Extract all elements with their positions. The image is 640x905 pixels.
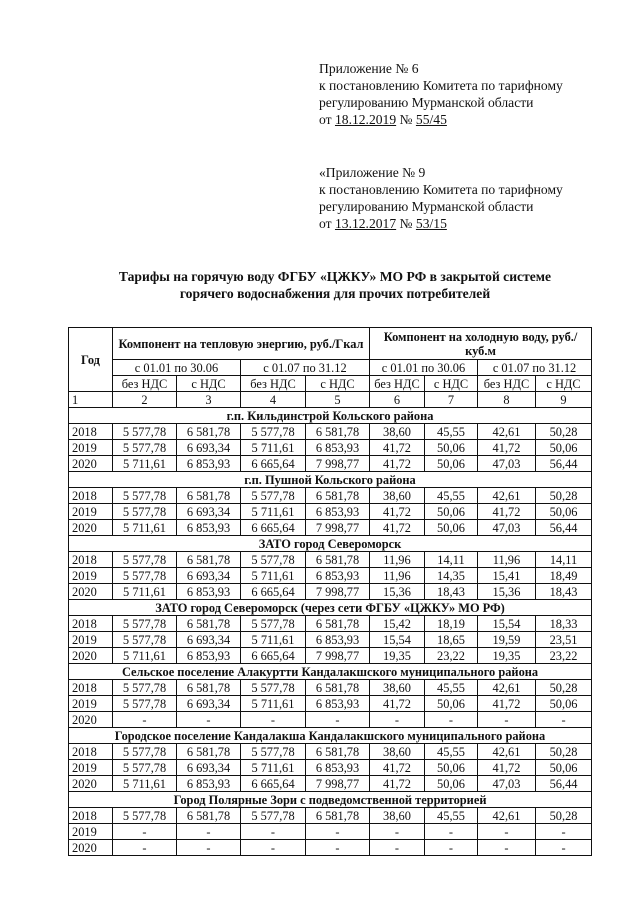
- tariff-cell: 50,06: [536, 760, 592, 776]
- tariff-cell: -: [425, 840, 478, 856]
- number-prefix: №: [396, 112, 416, 127]
- tariff-cell: 6 853,93: [177, 456, 241, 472]
- tariff-cell: 38,60: [370, 744, 425, 760]
- section-title: ЗАТО город Североморск: [69, 536, 592, 552]
- tariff-cell: 5 577,78: [113, 504, 177, 520]
- column-number: 2: [113, 392, 177, 408]
- tariff-cell: 41,72: [370, 776, 425, 792]
- tariff-cell: 6 693,34: [177, 632, 241, 648]
- tariff-cell: 6 853,93: [306, 760, 370, 776]
- tariff-cell: -: [113, 824, 177, 840]
- table-row: [69, 488, 592, 504]
- tariff-cell: 6 581,78: [177, 680, 241, 696]
- section-row: [69, 728, 592, 744]
- tariff-cell: -: [425, 824, 478, 840]
- tariff-cell: 50,28: [536, 680, 592, 696]
- tariff-cell: -: [370, 712, 425, 728]
- column-number: 9: [536, 392, 592, 408]
- tariff-cell: 5 577,78: [113, 680, 177, 696]
- tariff-cell: 5 577,78: [113, 488, 177, 504]
- tariff-cell: 41,72: [370, 520, 425, 536]
- table-row: [69, 424, 592, 440]
- tariff-cell: 15,42: [370, 616, 425, 632]
- tariff-cell: 6 581,78: [177, 808, 241, 824]
- tariff-cell: 5 577,78: [241, 616, 306, 632]
- tariff-cell: 6 853,93: [177, 648, 241, 664]
- annex-current-date-line: [319, 111, 563, 128]
- annex-previous-number: 53/15: [415, 216, 447, 231]
- annex-current-line: Приложение № 6: [319, 61, 419, 76]
- tariff-cell: 6 853,93: [177, 520, 241, 536]
- tariff-cell: -: [536, 712, 592, 728]
- tariff-cell: 15,54: [370, 632, 425, 648]
- year-cell: 2020: [69, 584, 113, 600]
- tariff-cell: 50,06: [425, 696, 478, 712]
- tariff-cell: 19,59: [478, 632, 536, 648]
- table-row: [69, 504, 592, 520]
- tariff-table: [68, 327, 592, 856]
- section-row: [69, 664, 592, 680]
- document-title: [70, 268, 600, 302]
- tariff-cell: 38,60: [370, 808, 425, 824]
- table-row: [69, 552, 592, 568]
- tariff-cell: 6 581,78: [177, 488, 241, 504]
- tariff-cell: 6 853,93: [177, 584, 241, 600]
- annex-previous-date-line: [319, 215, 563, 232]
- section-row: [69, 792, 592, 808]
- tariff-cell: 50,06: [425, 760, 478, 776]
- tariff-cell: 5 577,78: [113, 760, 177, 776]
- tariff-cell: 5 577,78: [113, 696, 177, 712]
- tariff-cell: 5 711,61: [113, 520, 177, 536]
- tariff-cell: 15,41: [478, 568, 536, 584]
- tariff-cell: 6 853,93: [306, 568, 370, 584]
- annex-previous-line: к постановлению Комитета по тарифному: [319, 182, 563, 197]
- header-vat: без НДС: [241, 376, 306, 392]
- tariff-cell: 6 665,64: [241, 520, 306, 536]
- number-prefix: №: [396, 216, 416, 231]
- header-vat: без НДС: [113, 376, 177, 392]
- tariff-cell: 23,51: [536, 632, 592, 648]
- tariff-cell: 50,06: [425, 520, 478, 536]
- tariff-cell: 5 577,78: [241, 552, 306, 568]
- year-cell: 2018: [69, 744, 113, 760]
- tariff-cell: -: [113, 712, 177, 728]
- tariff-cell: 5 577,78: [113, 568, 177, 584]
- tariff-cell: 14,11: [536, 552, 592, 568]
- year-cell: 2018: [69, 424, 113, 440]
- tariff-cell: 18,65: [425, 632, 478, 648]
- column-number: 8: [478, 392, 536, 408]
- tariff-cell: 45,55: [425, 424, 478, 440]
- column-number: 7: [425, 392, 478, 408]
- header-period: с 01.07 по 31.12: [478, 360, 592, 376]
- table-row: [69, 712, 592, 728]
- tariff-cell: -: [113, 840, 177, 856]
- section-title: Городское поселение Кандалакша Кандалакшского муниципального района: [69, 728, 592, 744]
- tariff-cell: -: [370, 824, 425, 840]
- tariff-cell: 14,11: [425, 552, 478, 568]
- tariff-cell: 5 577,78: [113, 552, 177, 568]
- tariff-cell: 5 711,61: [113, 648, 177, 664]
- tariff-cell: 6 665,64: [241, 648, 306, 664]
- tariff-cell: 6 581,78: [306, 424, 370, 440]
- tariff-cell: 7 998,77: [306, 776, 370, 792]
- tariff-cell: 50,06: [425, 504, 478, 520]
- tariff-cell: 50,28: [536, 744, 592, 760]
- tariff-cell: 56,44: [536, 456, 592, 472]
- header-period: с 01.01 по 30.06: [113, 360, 241, 376]
- tariff-cell: 42,61: [478, 488, 536, 504]
- tariff-cell: 5 711,61: [241, 504, 306, 520]
- year-cell: 2018: [69, 808, 113, 824]
- table-vat-row: [69, 376, 592, 392]
- annex-previous-line: «Приложение № 9: [319, 165, 426, 180]
- tariff-cell: 47,03: [478, 456, 536, 472]
- tariff-cell: 6 693,34: [177, 568, 241, 584]
- tariff-cell: 5 711,61: [113, 456, 177, 472]
- tariff-cell: 45,55: [425, 744, 478, 760]
- tariff-cell: 5 577,78: [113, 616, 177, 632]
- header-period: с 01.07 по 31.12: [241, 360, 370, 376]
- table-row: [69, 840, 592, 856]
- table-row: [69, 520, 592, 536]
- tariff-cell: 50,06: [536, 440, 592, 456]
- tariff-cell: 23,22: [425, 648, 478, 664]
- header-cold-component: Компонент на холодную воду, руб./куб.м: [370, 328, 592, 360]
- tariff-cell: 7 998,77: [306, 520, 370, 536]
- tariff-cell: 6 665,64: [241, 456, 306, 472]
- tariff-cell: 5 711,61: [241, 760, 306, 776]
- table-row: [69, 648, 592, 664]
- tariff-cell: 45,55: [425, 488, 478, 504]
- tariff-cell: 11,96: [370, 552, 425, 568]
- tariff-cell: 5 577,78: [241, 424, 306, 440]
- header-heat-component: Компонент на тепловую энергию, руб./Гкал: [113, 328, 370, 360]
- tariff-cell: 23,22: [536, 648, 592, 664]
- section-title: г.п. Кильдинстрой Кольского района: [69, 408, 592, 424]
- tariff-cell: 6 581,78: [177, 424, 241, 440]
- tariff-cell: 45,55: [425, 680, 478, 696]
- tariff-cell: -: [478, 824, 536, 840]
- column-number: 1: [69, 392, 113, 408]
- tariff-cell: 50,28: [536, 488, 592, 504]
- year-cell: 2019: [69, 568, 113, 584]
- section-row: [69, 536, 592, 552]
- tariff-cell: 38,60: [370, 488, 425, 504]
- tariff-cell: 50,06: [425, 456, 478, 472]
- tariff-cell: 38,60: [370, 424, 425, 440]
- tariff-cell: -: [241, 840, 306, 856]
- header-vat: без НДС: [370, 376, 425, 392]
- table-period-row: [69, 360, 592, 376]
- section-title: Сельское поселение Алакуртти Кандалакшского муниципального района: [69, 664, 592, 680]
- table-row: [69, 776, 592, 792]
- tariff-cell: 5 577,78: [113, 440, 177, 456]
- tariff-cell: 6 853,93: [306, 632, 370, 648]
- annex-previous-line: регулированию Мурманской области: [319, 199, 534, 214]
- tariff-cell: 41,72: [370, 504, 425, 520]
- column-number: 6: [370, 392, 425, 408]
- tariff-cell: -: [241, 712, 306, 728]
- header-vat: с НДС: [306, 376, 370, 392]
- tariff-cell: 38,60: [370, 680, 425, 696]
- section-title: г.п. Пушной Кольского района: [69, 472, 592, 488]
- year-cell: 2019: [69, 824, 113, 840]
- table-column-numbers-row: [69, 392, 592, 408]
- tariff-cell: 5 577,78: [113, 424, 177, 440]
- tariff-cell: 6 693,34: [177, 696, 241, 712]
- tariff-cell: 41,72: [478, 440, 536, 456]
- tariff-cell: -: [306, 824, 370, 840]
- table-row: [69, 616, 592, 632]
- tariff-cell: 6 665,64: [241, 584, 306, 600]
- tariff-cell: 6 581,78: [177, 616, 241, 632]
- tariff-cell: 18,49: [536, 568, 592, 584]
- tariff-cell: -: [306, 840, 370, 856]
- tariff-cell: 56,44: [536, 776, 592, 792]
- tariff-cell: -: [177, 824, 241, 840]
- tariff-cell: 45,55: [425, 808, 478, 824]
- year-cell: 2019: [69, 696, 113, 712]
- tariff-cell: 6 581,78: [306, 616, 370, 632]
- table-row: [69, 440, 592, 456]
- year-cell: 2019: [69, 632, 113, 648]
- tariff-cell: 5 711,61: [241, 568, 306, 584]
- tariff-cell: 7 998,77: [306, 584, 370, 600]
- annex-current: [319, 60, 563, 128]
- tariff-cell: 6 581,78: [177, 744, 241, 760]
- tariff-cell: 5 711,61: [113, 776, 177, 792]
- column-number: 3: [177, 392, 241, 408]
- tariff-cell: 41,72: [478, 504, 536, 520]
- tariff-cell: 6 693,34: [177, 760, 241, 776]
- year-cell: 2020: [69, 776, 113, 792]
- tariff-cell: 47,03: [478, 520, 536, 536]
- tariff-cell: 6 581,78: [306, 744, 370, 760]
- date-prefix: от: [319, 112, 335, 127]
- tariff-cell: 7 998,77: [306, 648, 370, 664]
- tariff-cell: 41,72: [478, 760, 536, 776]
- tariff-cell: 6 581,78: [306, 552, 370, 568]
- tariff-cell: -: [241, 824, 306, 840]
- tariff-cell: 6 853,93: [177, 776, 241, 792]
- year-cell: 2018: [69, 616, 113, 632]
- year-cell: 2019: [69, 504, 113, 520]
- table-row: [69, 760, 592, 776]
- year-cell: 2019: [69, 440, 113, 456]
- tariff-cell: -: [536, 824, 592, 840]
- annex-current-number: 55/45: [415, 112, 447, 127]
- tariff-cell: -: [177, 712, 241, 728]
- year-cell: 2020: [69, 712, 113, 728]
- tariff-cell: 42,61: [478, 808, 536, 824]
- column-number: 5: [306, 392, 370, 408]
- annex-current-line: к постановлению Комитета по тарифному: [319, 78, 563, 93]
- year-cell: 2018: [69, 488, 113, 504]
- tariff-cell: 6 581,78: [177, 552, 241, 568]
- tariff-cell: 50,06: [425, 776, 478, 792]
- tariff-cell: 5 577,78: [241, 808, 306, 824]
- tariff-cell: -: [425, 712, 478, 728]
- section-row: [69, 408, 592, 424]
- section-row: [69, 472, 592, 488]
- tariff-cell: -: [306, 712, 370, 728]
- tariff-cell: 5 577,78: [241, 744, 306, 760]
- tariff-cell: -: [370, 840, 425, 856]
- tariff-cell: 18,43: [536, 584, 592, 600]
- header-period: с 01.01 по 30.06: [370, 360, 478, 376]
- section-title: Город Полярные Зори с подведомственной территорией: [69, 792, 592, 808]
- tariff-cell: 18,43: [425, 584, 478, 600]
- document-title-line: Тарифы на горячую воду ФГБУ «ЦЖКУ» МО РФ в закрытой системе: [118, 269, 552, 284]
- tariff-cell: 6 853,93: [306, 504, 370, 520]
- tariff-cell: 42,61: [478, 680, 536, 696]
- section-title: ЗАТО город Североморск (через сети ФГБУ «ЦЖКУ» МО РФ): [69, 600, 592, 616]
- year-cell: 2020: [69, 648, 113, 664]
- header-vat: с НДС: [177, 376, 241, 392]
- annex-current-date: 18.12.2019: [334, 112, 397, 127]
- table-row: [69, 696, 592, 712]
- tariff-cell: 5 711,61: [241, 632, 306, 648]
- tariff-cell: 50,28: [536, 424, 592, 440]
- tariff-cell: 19,35: [370, 648, 425, 664]
- tariff-cell: 14,35: [425, 568, 478, 584]
- tariff-cell: 50,28: [536, 808, 592, 824]
- tariff-cell: 5 711,61: [113, 584, 177, 600]
- tariff-cell: -: [478, 840, 536, 856]
- tariff-cell: 5 711,61: [241, 696, 306, 712]
- tariff-cell: 41,72: [370, 696, 425, 712]
- tariff-cell: 56,44: [536, 520, 592, 536]
- header-year: Год: [69, 328, 113, 392]
- tariff-cell: 15,36: [370, 584, 425, 600]
- tariff-cell: 47,03: [478, 776, 536, 792]
- year-cell: 2020: [69, 840, 113, 856]
- tariff-cell: 41,72: [478, 696, 536, 712]
- table-row: [69, 824, 592, 840]
- header-vat: с НДС: [536, 376, 592, 392]
- table-row: [69, 744, 592, 760]
- document-title-line: горячего водоснабжения для прочих потребителей: [179, 286, 491, 301]
- tariff-cell: 5 577,78: [241, 680, 306, 696]
- tariff-cell: 18,19: [425, 616, 478, 632]
- table-row: [69, 632, 592, 648]
- tariff-cell: 50,06: [536, 696, 592, 712]
- year-cell: 2018: [69, 680, 113, 696]
- header-vat: с НДС: [425, 376, 478, 392]
- tariff-cell: 50,06: [536, 504, 592, 520]
- tariff-cell: 6 581,78: [306, 680, 370, 696]
- tariff-cell: 6 581,78: [306, 808, 370, 824]
- tariff-cell: 5 577,78: [113, 632, 177, 648]
- tariff-cell: 18,33: [536, 616, 592, 632]
- tariff-cell: 6 665,64: [241, 776, 306, 792]
- tariff-cell: 6 693,34: [177, 440, 241, 456]
- tariff-cell: 6 581,78: [306, 488, 370, 504]
- tariff-cell: 15,36: [478, 584, 536, 600]
- tariff-cell: 5 711,61: [241, 440, 306, 456]
- tariff-cell: 15,54: [478, 616, 536, 632]
- tariff-cell: 5 577,78: [113, 744, 177, 760]
- section-row: [69, 600, 592, 616]
- table-row: [69, 808, 592, 824]
- tariff-cell: -: [177, 840, 241, 856]
- table-header-row: [69, 328, 592, 360]
- header-vat: без НДС: [478, 376, 536, 392]
- tariff-cell: -: [536, 840, 592, 856]
- table-row: [69, 584, 592, 600]
- tariff-cell: 50,06: [425, 440, 478, 456]
- annex-previous-date: 13.12.2017: [334, 216, 397, 231]
- tariff-cell: -: [478, 712, 536, 728]
- tariff-cell: 42,61: [478, 744, 536, 760]
- tariff-cell: 6 853,93: [306, 440, 370, 456]
- tariff-cell: 41,72: [370, 760, 425, 776]
- date-prefix: от: [319, 216, 335, 231]
- year-cell: 2020: [69, 520, 113, 536]
- year-cell: 2020: [69, 456, 113, 472]
- table-row: [69, 568, 592, 584]
- column-number: 4: [241, 392, 306, 408]
- annex-current-line: регулированию Мурманской области: [319, 95, 534, 110]
- tariff-cell: 41,72: [370, 456, 425, 472]
- tariff-cell: 41,72: [370, 440, 425, 456]
- table-row: [69, 680, 592, 696]
- year-cell: 2019: [69, 760, 113, 776]
- year-cell: 2018: [69, 552, 113, 568]
- annex-previous: [319, 164, 563, 232]
- table-row: [69, 456, 592, 472]
- tariff-cell: 7 998,77: [306, 456, 370, 472]
- tariff-cell: 11,96: [478, 552, 536, 568]
- tariff-cell: 6 693,34: [177, 504, 241, 520]
- tariff-cell: 5 577,78: [113, 808, 177, 824]
- tariff-cell: 42,61: [478, 424, 536, 440]
- tariff-cell: 5 577,78: [241, 488, 306, 504]
- tariff-cell: 6 853,93: [306, 696, 370, 712]
- tariff-cell: 19,35: [478, 648, 536, 664]
- tariff-cell: 11,96: [370, 568, 425, 584]
